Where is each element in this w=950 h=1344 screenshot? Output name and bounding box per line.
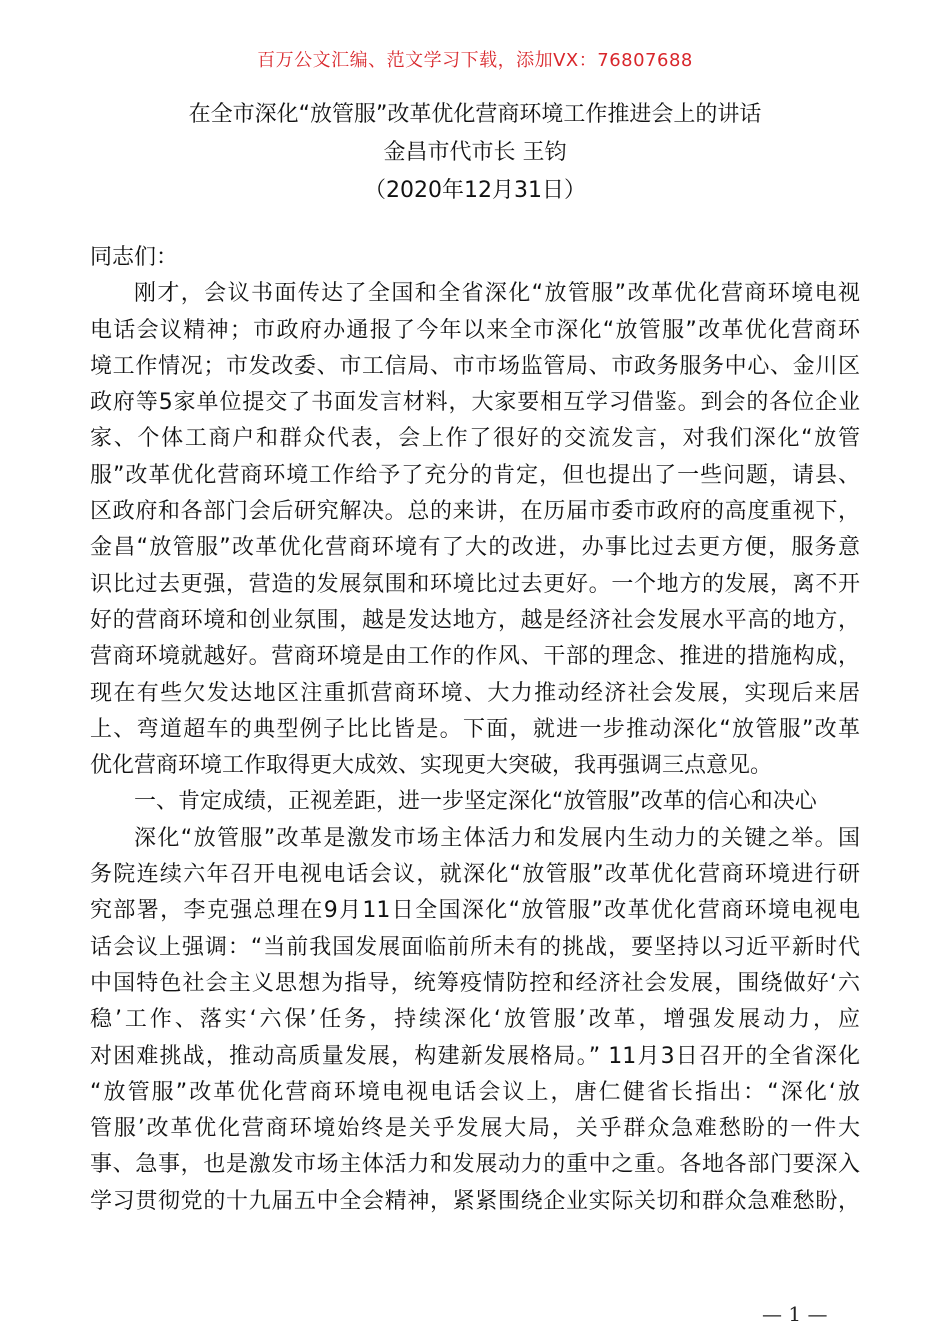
document-body [90, 240, 860, 1220]
body-line: 好的营商环境和创业氛围，越是发达地方，越是经济社会发展水平高的地方， [90, 607, 860, 633]
body-line: 现在有些欠发达地区注重抓营商环境、大力推动经济社会发展，实现后来居 [90, 680, 860, 706]
page-footer [0, 1302, 950, 1332]
greeting: 同志们： [90, 245, 179, 270]
body-line: 识比过去更强，营造的发展氛围和环境比过去更好。一个地方的发展，离不开 [90, 571, 860, 597]
speaker-line: 金昌市代市长 王钧 [383, 140, 567, 165]
body-line: 中国特色社会主义思想为指导，统筹疫情防控和经济社会发展，围绕做好‘六 [90, 970, 860, 996]
body-line: 管服’改革优化营商环境始终是关乎发展大局，关乎群众急难愁盼的一件大 [90, 1116, 860, 1142]
body-line: 事、急事，也是激发市场主体活力和发展动力的重中之重。各地各部门要深入 [90, 1152, 860, 1178]
body-line: 深化“放管服”改革是激发市场主体活力和发展内生动力的关键之举。国 [134, 825, 860, 851]
body-line: 话会议上强调：“当前我国发展面临前所未有的挑战，要坚持以习近平新时代 [90, 934, 860, 960]
body-line: 务院连续六年召开电视电话会议，就深化“放管服”改革优化营商环境进行研 [90, 862, 860, 888]
body-line: 对困难挑战，推动高质量发展，构建新发展格局。” 11月3日召开的全省深化 [90, 1043, 860, 1069]
body-line: 刚才，会议书面传达了全国和全省深化“放管服”改革优化营商环境电视 [134, 281, 860, 307]
body-line: 究部署，李克强总理在9月11日全国深化“放管服”改革优化营商环境电视电 [90, 898, 860, 924]
body-line: 家、个体工商户和群众代表，会上作了很好的交流发言，对我们深化“放管 [90, 426, 860, 452]
body-line: 政府等5家单位提交了书面发言材料，大家要相互学习借鉴。到会的各位企业 [90, 390, 860, 416]
body-line: 学习贯彻党的十九届五中全会精神，紧紧围绕企业实际关切和群众急难愁盼， [90, 1188, 860, 1214]
body-line: 营商环境就越好。营商环境是由工作的作风、干部的理念、推进的措施构成， [90, 644, 860, 670]
body-line: 稳’工作、落实‘六保’任务，持续深化‘放管服’改革，增强发展动力，应 [90, 1007, 860, 1033]
body-line: 境工作情况；市发改委、市工信局、市市场监管局、市政务服务中心、金川区 [90, 353, 860, 379]
body-line: 服”改革优化营商环境工作给予了充分的肯定，但也提出了一些问题，请县、 [90, 462, 860, 488]
body-line: “放管服”改革优化营商环境电视电话会议上，唐仁健省长指出：“深化‘放 [90, 1079, 860, 1105]
body-line: 区政府和各部门会后研究解决。总的来讲，在历届市委市政府的高度重视下， [90, 499, 860, 525]
speech-title: 在全市深化“放管服”改革优化营商环境工作推进会上的讲话 [188, 102, 762, 127]
page-number: — 1 — [762, 1302, 828, 1326]
body-line: 电话会议精神；市政府办通报了今年以来全市深化“放管服”改革优化营商环 [90, 317, 860, 343]
body-line: 上、弯道超车的典型例子比比皆是。下面，就进一步推动深化“放管服”改革 [90, 716, 860, 742]
section-heading: 一、肯定成绩，正视差距，进一步坚定深化“放管服”改革的信心和决心 [134, 789, 817, 815]
body-line: 金昌“放管服”改革优化营商环境有了大的改进，办事比过去更方便，服务意 [90, 535, 860, 561]
date-line: （2020年12月31日） [364, 178, 586, 203]
title-block [0, 96, 950, 210]
body-line: 优化营商环境工作取得更大成效、实现更大突破，我再强调三点意见。 [90, 753, 773, 779]
header-banner: 百万公文汇编、范文学习下载，添加VX：76807688 [257, 50, 693, 71]
